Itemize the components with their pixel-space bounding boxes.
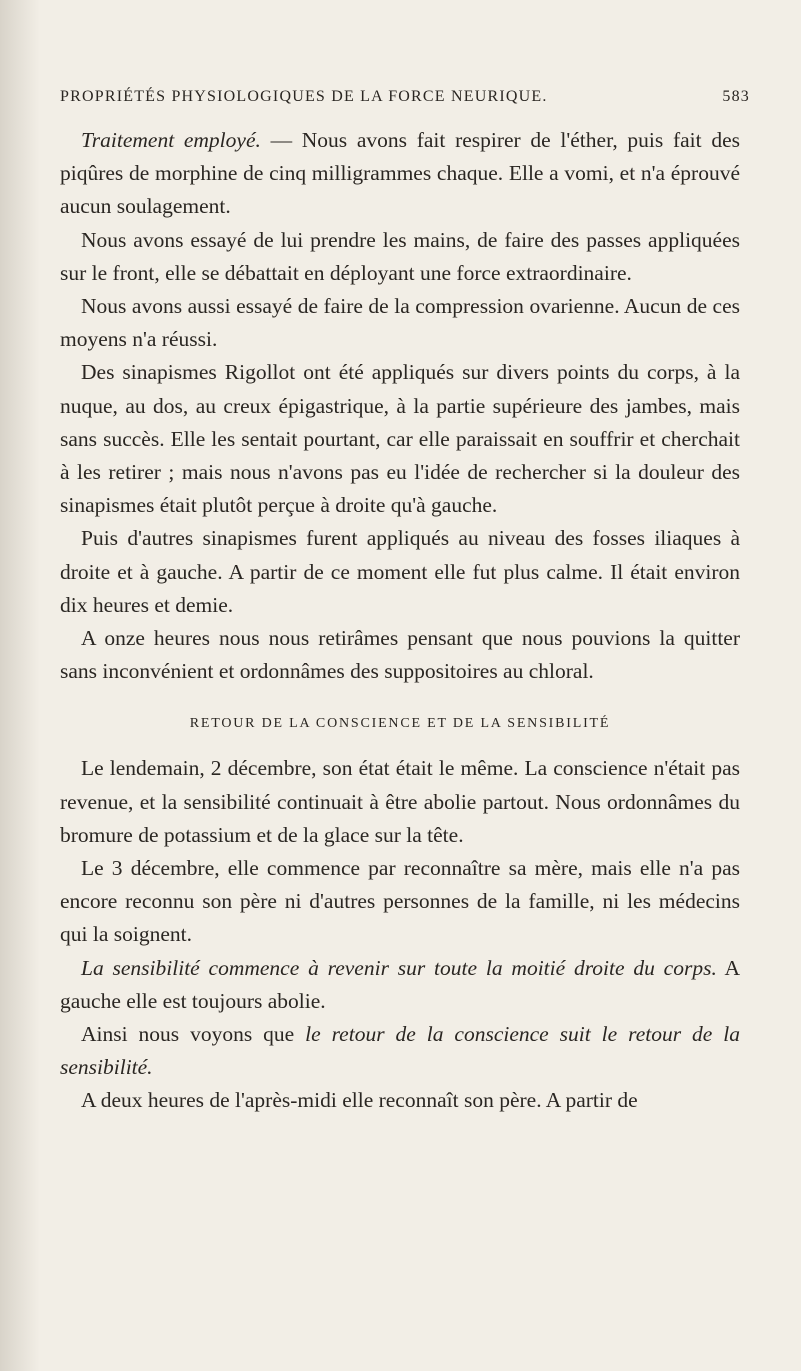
paragraph: Nous avons aussi essayé de faire de la compression ovarienne. Aucun de ces moyens n'a réussi. [60, 294, 740, 352]
paragraph-text: Ainsi nous voyons que [81, 1022, 306, 1047]
page-edge-shadow [0, 0, 40, 1371]
body-text [60, 124, 740, 1118]
italic-statement: le retour de la conscience suit le retour de la sensibilité. [60, 1022, 740, 1080]
italic-statement: La sensibilité commence à revenir sur toute la moitié droite du corps. [81, 955, 717, 980]
section-heading: RETOUR DE LA CONSCIENCE ET DE LA SENSIBILITÉ [189, 716, 611, 732]
paragraph: A deux heures de l'après-midi elle reconnaît son père. A partir de [81, 1088, 638, 1113]
paragraph-lead-italic: Traitement employé. [81, 128, 261, 152]
running-head [60, 88, 750, 106]
paragraph: Nous avons essayé de lui prendre les mains, de faire des passes appliquées sur le front, elle se débattait en déployant une force extraordinaire. [60, 227, 740, 285]
paragraph-italic-lead [60, 952, 740, 1018]
paragraph: A onze heures nous nous retirâmes pensant que nous pouvions la quitter sans inconvénient et ordonnâmes des suppositoires au chloral. [60, 626, 740, 684]
paragraph: Puis d'autres sinapismes furent appliqués au niveau des fosses iliaques à droite et à gauche. A partir de ce moment elle fut plus calme. Il était environ dix heures et demie. [60, 526, 740, 617]
paragraph-text: A gauche elle est toujours abolie. [60, 955, 740, 1013]
paragraph-text: — Nous avons fait respirer de l'éther, puis fait des piqûres de morphine de cinq milligrammes chaque. Elle a vomi, et n'a éprouvé aucun soulagement. [60, 128, 740, 219]
paragraph-treatment [60, 124, 740, 224]
paragraph: Des sinapismes Rigollot ont été appliqués sur divers points du corps, à la nuque, au dos, au creux épigastrique, à la partie supérieure des jambes, mais sans succès. Elle les sentait pourtant, car elle paraissait en souffrir et cherchait à les retirer ; mais nous n'avons pas eu l'idée de rechercher si la douleur des sinapismes était plutôt perçue à droite qu'à gauche. [60, 360, 740, 518]
paragraph: Le 3 décembre, elle commence par reconnaître sa mère, mais elle n'a pas encore reconnu son père ni d'autres personnes de la famille, ni les médecins qui la soignent. [60, 856, 740, 947]
running-head-title: PROPRIÉTÉS PHYSIOLOGIQUES DE LA FORCE NEURIQUE. [60, 88, 548, 105]
paragraph: Le lendemain, 2 décembre, son état était le même. La conscience n'était pas revenue, et la sensibilité continuait à être abolie partout. Nous ordonnâmes du bromure de potassium et de la glace sur la tête. [60, 756, 740, 847]
page-number: 583 [722, 88, 750, 105]
paragraph-conclusion [60, 1018, 740, 1084]
